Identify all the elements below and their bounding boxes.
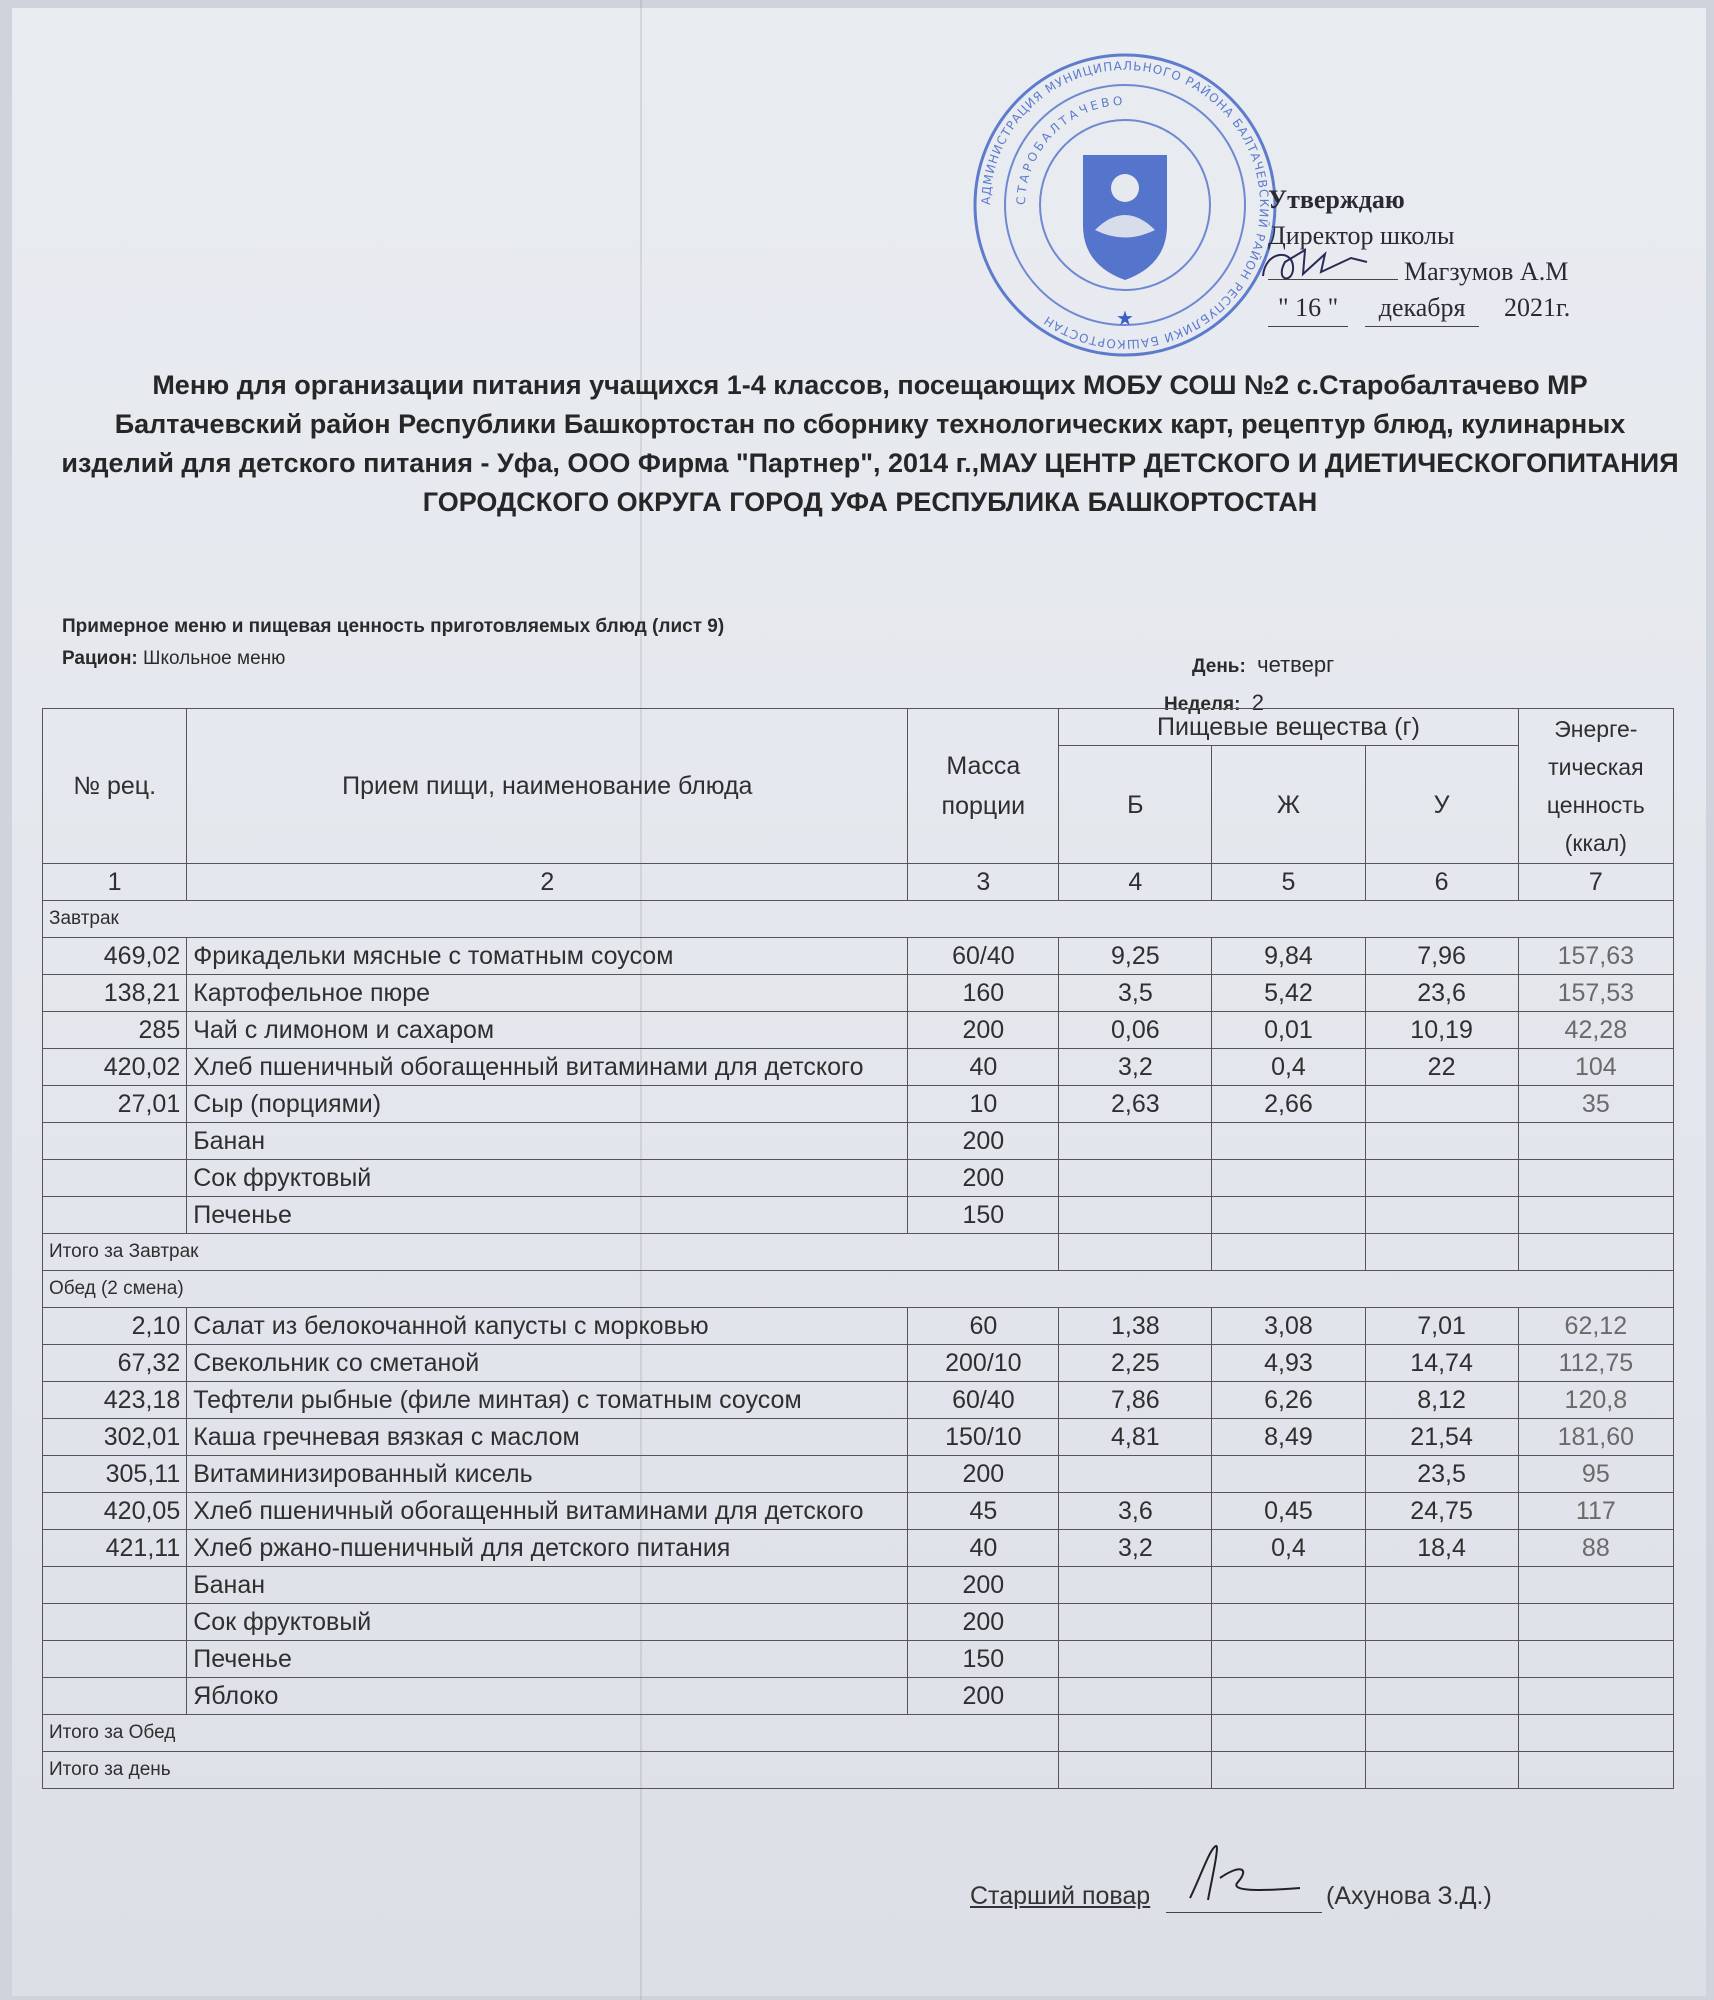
cell-zh [1212, 1678, 1365, 1715]
table-row [43, 1419, 1674, 1456]
cell-zh: 6,26 [1212, 1382, 1365, 1419]
column-number: 3 [908, 864, 1059, 901]
cell-name: Сыр (порциями) [187, 1086, 908, 1123]
table-row [43, 1308, 1674, 1345]
cell-u [1365, 1567, 1518, 1604]
cell-u [1365, 1197, 1518, 1234]
cell-mass: 60 [908, 1308, 1059, 1345]
cell-u [1365, 1086, 1518, 1123]
cell-mass: 200 [908, 1012, 1059, 1049]
total-cell [1212, 1715, 1365, 1752]
header-u: У [1365, 746, 1518, 864]
cell-b [1059, 1678, 1212, 1715]
cell-kcal: 104 [1518, 1049, 1673, 1086]
cell-name: Чай с лимоном и сахаром [187, 1012, 908, 1049]
cell-zh [1212, 1641, 1365, 1678]
sheet-caption: Примерное меню и пищевая ценность приготовляемых блюд (лист 9) [62, 616, 725, 637]
director-name: Магзумов А.М [1404, 257, 1569, 286]
table-row [43, 1382, 1674, 1419]
cell-zh: 4,93 [1212, 1345, 1365, 1382]
cell-name: Картофельное пюре [187, 975, 908, 1012]
header-energy: Энерге-тическая ценность (ккал) [1518, 709, 1673, 864]
cell-u: 24,75 [1365, 1493, 1518, 1530]
cook-signature-icon [1180, 1838, 1310, 1908]
column-number: 7 [1518, 864, 1673, 901]
cell-b: 0,06 [1059, 1012, 1212, 1049]
cell-zh [1212, 1197, 1365, 1234]
cell-zh: 3,08 [1212, 1308, 1365, 1345]
cell-rec [43, 1123, 187, 1160]
total-cell [1059, 1752, 1212, 1789]
cell-b: 3,2 [1059, 1049, 1212, 1086]
cell-rec: 138,21 [43, 975, 187, 1012]
cell-b: 3,5 [1059, 975, 1212, 1012]
table-row [43, 1678, 1674, 1715]
cell-name: Хлеб пшеничный обогащенный витаминами для детского [187, 1493, 908, 1530]
cell-name: Фрикадельки мясные с томатным соусом [187, 938, 908, 975]
table-row [43, 1345, 1674, 1382]
total-cell [1365, 1752, 1518, 1789]
cell-name: Сок фруктовый [187, 1160, 908, 1197]
cell-b [1059, 1160, 1212, 1197]
cell-rec [43, 1641, 187, 1678]
cell-u [1365, 1123, 1518, 1160]
table-row [43, 1641, 1674, 1678]
cell-zh: 0,4 [1212, 1049, 1365, 1086]
header-dish: Прием пищи, наименование блюда [187, 709, 908, 864]
cell-u: 23,5 [1365, 1456, 1518, 1493]
week-label: Неделя: [1164, 694, 1241, 715]
total-cell [1059, 1234, 1212, 1271]
cell-mass: 200 [908, 1456, 1059, 1493]
breakfast-section-label: Завтрак [43, 901, 1674, 938]
cell-mass: 200/10 [908, 1345, 1059, 1382]
cell-kcal: 157,53 [1518, 975, 1673, 1012]
cell-mass: 40 [908, 1530, 1059, 1567]
cell-zh [1212, 1567, 1365, 1604]
cell-rec [43, 1604, 187, 1641]
cell-name: Сок фруктовый [187, 1604, 908, 1641]
cell-zh [1212, 1123, 1365, 1160]
table-row [43, 975, 1674, 1012]
cell-name: Свекольник со сметаной [187, 1345, 908, 1382]
cell-mass: 60/40 [908, 1382, 1059, 1419]
cell-kcal [1518, 1160, 1673, 1197]
cell-u: 18,4 [1365, 1530, 1518, 1567]
cell-b [1059, 1197, 1212, 1234]
table-row [43, 1493, 1674, 1530]
cell-kcal: 181,60 [1518, 1419, 1673, 1456]
cell-rec: 420,02 [43, 1049, 187, 1086]
cell-zh: 0,45 [1212, 1493, 1365, 1530]
cell-zh: 8,49 [1212, 1419, 1365, 1456]
cell-mass: 10 [908, 1086, 1059, 1123]
cell-zh [1212, 1604, 1365, 1641]
table-row [43, 1160, 1674, 1197]
cell-b [1059, 1604, 1212, 1641]
cell-kcal: 62,12 [1518, 1308, 1673, 1345]
cell-rec [43, 1567, 187, 1604]
footer-role: Старший повар [970, 1882, 1151, 1910]
column-number: 4 [1059, 864, 1212, 901]
approval-date-day: " 16 " [1268, 290, 1348, 327]
cell-u: 8,12 [1365, 1382, 1518, 1419]
cell-kcal [1518, 1197, 1673, 1234]
cell-b: 1,38 [1059, 1308, 1212, 1345]
cell-b: 9,25 [1059, 938, 1212, 975]
cell-b: 3,2 [1059, 1530, 1212, 1567]
column-number: 6 [1365, 864, 1518, 901]
cell-kcal: 157,63 [1518, 938, 1673, 975]
menu-table [42, 708, 1674, 1789]
cell-rec: 302,01 [43, 1419, 187, 1456]
approval-date-year: 2021г. [1503, 293, 1571, 322]
cell-rec: 2,10 [43, 1308, 187, 1345]
cell-b [1059, 1123, 1212, 1160]
cell-name: Яблоко [187, 1678, 908, 1715]
cell-u: 7,96 [1365, 938, 1518, 975]
cell-mass: 200 [908, 1567, 1059, 1604]
header-b: Б [1059, 746, 1212, 864]
cell-rec [43, 1160, 187, 1197]
cell-rec: 469,02 [43, 938, 187, 975]
cell-zh: 9,84 [1212, 938, 1365, 975]
column-number: 2 [187, 864, 908, 901]
cell-u [1365, 1160, 1518, 1197]
cell-kcal: 88 [1518, 1530, 1673, 1567]
cell-zh: 5,42 [1212, 975, 1365, 1012]
cell-u: 21,54 [1365, 1419, 1518, 1456]
cell-kcal [1518, 1678, 1673, 1715]
cell-rec: 285 [43, 1012, 187, 1049]
cell-zh [1212, 1160, 1365, 1197]
table-row [43, 1604, 1674, 1641]
cell-name: Печенье [187, 1197, 908, 1234]
cell-name: Банан [187, 1567, 908, 1604]
breakfast-total-row [43, 1234, 1674, 1271]
table-row [43, 1049, 1674, 1086]
cell-u [1365, 1678, 1518, 1715]
cell-b: 3,6 [1059, 1493, 1212, 1530]
table-row [43, 1012, 1674, 1049]
cell-mass: 200 [908, 1123, 1059, 1160]
cell-b: 2,63 [1059, 1086, 1212, 1123]
cell-u: 14,74 [1365, 1345, 1518, 1382]
total-cell [1365, 1715, 1518, 1752]
approval-position: Директор школы [1268, 221, 1455, 250]
cell-mass: 150 [908, 1197, 1059, 1234]
cell-zh [1212, 1456, 1365, 1493]
cell-name: Тефтели рыбные (филе минтая) с томатным соусом [187, 1382, 908, 1419]
approval-date-month: декабря [1365, 290, 1480, 327]
cell-kcal: 120,8 [1518, 1382, 1673, 1419]
cell-kcal: 95 [1518, 1456, 1673, 1493]
cell-name: Печенье [187, 1641, 908, 1678]
cell-mass: 60/40 [908, 938, 1059, 975]
ration-label: Рацион: [62, 648, 138, 669]
cell-rec: 305,11 [43, 1456, 187, 1493]
table-row [43, 938, 1674, 975]
column-number: 5 [1212, 864, 1365, 901]
table-row [43, 1530, 1674, 1567]
lunch-total-row [43, 1715, 1674, 1752]
total-cell [1365, 1234, 1518, 1271]
cell-name: Салат из белокочанной капусты с морковью [187, 1308, 908, 1345]
footer-signature [970, 1882, 1492, 1911]
table-row [43, 1123, 1674, 1160]
cell-b: 2,25 [1059, 1345, 1212, 1382]
cell-u: 22 [1365, 1049, 1518, 1086]
week-value: 2 [1251, 690, 1264, 715]
breakfast-total-label: Итого за Завтрак [43, 1234, 1059, 1271]
menu-table-body [43, 901, 1674, 1789]
cell-b: 4,81 [1059, 1419, 1212, 1456]
header-mass: Масса порции [908, 709, 1059, 864]
stamp-outer-text: АДМИНИСТРАЦИЯ МУНИЦИПАЛЬНОГО РАЙОНА БАЛТАЧЕВСКИЙ РАЙОН РЕСПУБЛИКИ БАШКОРТОСТАН [978, 58, 1272, 352]
cell-zh: 2,66 [1212, 1086, 1365, 1123]
cell-mass: 40 [908, 1049, 1059, 1086]
official-stamp-icon [970, 50, 1280, 360]
cell-name: Хлеб ржано-пшеничный для детского питания [187, 1530, 908, 1567]
cell-kcal [1518, 1567, 1673, 1604]
cell-rec: 421,11 [43, 1530, 187, 1567]
cell-b [1059, 1456, 1212, 1493]
ration-value: Школьное меню [143, 648, 286, 669]
cell-u: 23,6 [1365, 975, 1518, 1012]
total-cell [1518, 1752, 1673, 1789]
total-cell [1212, 1234, 1365, 1271]
cell-kcal [1518, 1604, 1673, 1641]
cell-b [1059, 1567, 1212, 1604]
cell-mass: 160 [908, 975, 1059, 1012]
cell-kcal [1518, 1641, 1673, 1678]
cell-name: Витаминизированный кисель [187, 1456, 908, 1493]
cell-u [1365, 1604, 1518, 1641]
cell-mass: 200 [908, 1678, 1059, 1715]
cell-kcal: 117 [1518, 1493, 1673, 1530]
cell-zh: 0,01 [1212, 1012, 1365, 1049]
column-number: 1 [43, 864, 187, 901]
total-cell [1518, 1234, 1673, 1271]
header-nutrients: Пищевые вещества (г) [1059, 709, 1518, 746]
cell-rec [43, 1678, 187, 1715]
table-row [43, 1197, 1674, 1234]
cell-mass: 45 [908, 1493, 1059, 1530]
day-total-label: Итого за день [43, 1752, 1059, 1789]
day-value: четверг [1257, 652, 1335, 677]
footer-name: (Ахунова З.Д.) [1326, 1882, 1492, 1910]
lunch-total-label: Итого за Обед [43, 1715, 1059, 1752]
cell-u [1365, 1641, 1518, 1678]
cell-u: 7,01 [1365, 1308, 1518, 1345]
table-row [43, 1456, 1674, 1493]
director-signature-icon [1255, 240, 1375, 290]
header-zh: Ж [1212, 746, 1365, 864]
table-row [43, 1567, 1674, 1604]
cell-rec: 67,32 [43, 1345, 187, 1382]
day-total-row [43, 1752, 1674, 1789]
svg-text:★: ★ [1116, 308, 1134, 330]
cell-kcal: 112,75 [1518, 1345, 1673, 1382]
cell-kcal: 35 [1518, 1086, 1673, 1123]
stamp-inner-text: СТАРОБАЛТАЧЕВО [1013, 93, 1126, 206]
breakfast-section-row [43, 901, 1674, 938]
approval-date [1268, 290, 1570, 327]
approval-title: Утверждаю [1268, 185, 1405, 214]
table-row [43, 1086, 1674, 1123]
cell-mass: 150 [908, 1641, 1059, 1678]
cell-name: Банан [187, 1123, 908, 1160]
cell-b [1059, 1641, 1212, 1678]
ration-info [62, 648, 285, 670]
cell-kcal [1518, 1123, 1673, 1160]
cell-mass: 150/10 [908, 1419, 1059, 1456]
cell-rec: 423,18 [43, 1382, 187, 1419]
lunch-section-label: Обед (2 смена) [43, 1271, 1674, 1308]
cell-zh: 0,4 [1212, 1530, 1365, 1567]
day-label: День: [1192, 656, 1246, 677]
cell-u: 10,19 [1365, 1012, 1518, 1049]
page-title: Меню для организации питания учащихся 1-4 классов, посещающих МОБУ СОШ №2 с.Старобалтачево МР Балтачевский район Республики Башкортостан по сборнику технологических карт, рецептур блюд, кулинарных изделий для детского питания - Уфа, ООО Фирма "Партнер", 2014 г.,МАУ ЦЕНТР ДЕТСКОГО И ДИЕТИЧЕСКОГОПИТАНИЯ ГОРОДСКОГО ОКРУГА ГОРОД УФА РЕСПУБЛИКА БАШКОРТОСТАН [61, 370, 1679, 517]
day-info [1192, 652, 1334, 678]
cell-rec: 27,01 [43, 1086, 187, 1123]
cell-mass: 200 [908, 1604, 1059, 1641]
total-cell [1518, 1715, 1673, 1752]
header-rec-no: № рец. [43, 709, 187, 864]
total-cell [1059, 1715, 1212, 1752]
lunch-section-row [43, 1271, 1674, 1308]
footer-signature-line [1166, 1912, 1322, 1913]
cell-b: 7,86 [1059, 1382, 1212, 1419]
cell-mass: 200 [908, 1160, 1059, 1197]
column-numbers-row [43, 864, 1674, 901]
cell-name: Каша гречневая вязкая с маслом [187, 1419, 908, 1456]
cell-rec: 420,05 [43, 1493, 187, 1530]
total-cell [1212, 1752, 1365, 1789]
cell-name: Хлеб пшеничный обогащенный витаминами для детского [187, 1049, 908, 1086]
cell-rec [43, 1197, 187, 1234]
cell-kcal: 42,28 [1518, 1012, 1673, 1049]
